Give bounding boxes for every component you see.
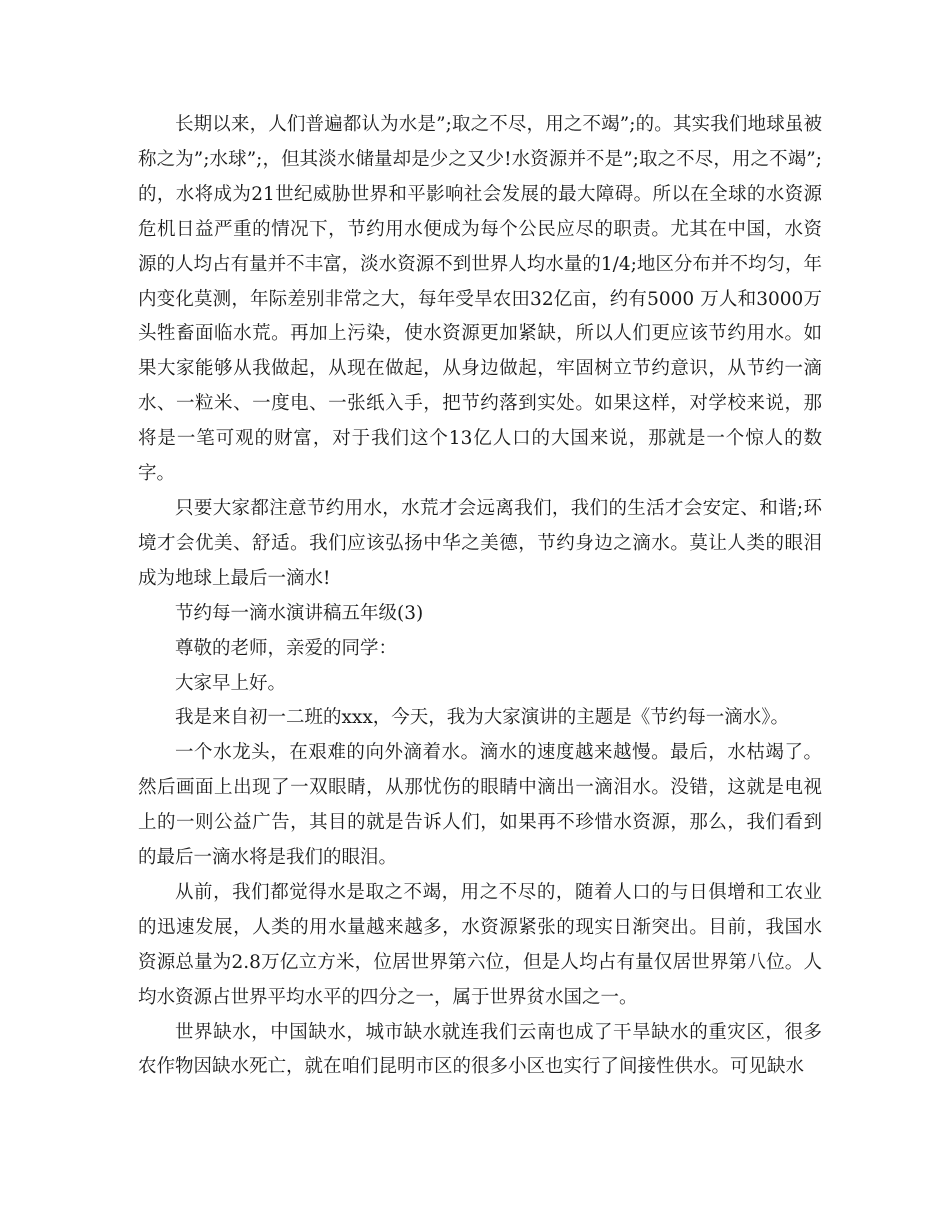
paragraph-water-statistics: 从前，我们都觉得水是取之不竭，用之不尽的，随着人口的与日俱增和工农业的迅速发展，人类的用水量越来越多，水资源紧张的现实日渐突出。目前，我国水资源总量为2.8万亿立方米，位居世界第六位，但是人均占有量仅居世界第八位。人均水资源占世界平均水平的四分之一，属于世界贫水国之一。 (138, 881, 822, 1008)
document-body (138, 108, 822, 1085)
paragraph-water-crisis: 长期以来，人们普遍都认为水是”;取之不尽，用之不竭”;的。其实我们地球虽被称之为”;水球”;，但其淡水储量却是少之又少!水资源并不是”;取之不尽，用之不竭”; 的，水将成为21世纪威胁世界和平影响社会发展的最大障碍。所以在全球的水资源危机日益严重的情况下，节约用水便成为每个公民应尽的职责。尤其在中国，水资源的人均占有量并不丰富，淡水资源不到世界人均水量的1/4;地区分布并不均匀，年内变化莫测，年际差别非常之大，每年受旱农田32亿亩，约有5000 万人和3000万头牲畜面临水荒。再加上污染，使水资源更加紧缺，所以人们更应该节约用水。如果大家能够从我做起，从现在做起，从身边做起，牢固树立节约意识，从节约一滴水、一粒米、一度电、一张纸入手，把节约落到实处。如果这样，对学校来说，那将是一笔可观的财富，对于我们这个13亿人口的大国来说，那就是一个惊人的数字。 (138, 114, 822, 485)
paragraph-public-ad: 一个水龙头，在艰难的向外滴着水。滴水的速度越来越慢。最后，水枯竭了。然后画面上出现了一双眼睛，从那忧伤的眼睛中滴出一滴泪水。没错，这就是电视上的一则公益广告，其目的就是告诉人们，如果再不珍惜水资源，那么，我们看到的最后一滴水将是我们的眼泪。 (138, 742, 822, 869)
speech-title: 节约每一滴水演讲稿五年级(3) (175, 602, 424, 624)
introduction: 我是来自初一二班的xxx，今天，我为大家演讲的主题是《节约每一滴水》。 (175, 707, 790, 729)
paragraph-call-to-action: 只要大家都注意节约用水，水荒才会远离我们，我们的生活才会安定、和谐;环境才会优美、舒适。我们应该弘扬中华之美德，节约身边之滴水。莫让人类的眼泪成为地球上最后一滴水! (138, 497, 822, 589)
paragraph-water-shortage: 世界缺水，中国缺水，城市缺水就连我们云南也成了干旱缺水的重灾区，很多农作物因缺水死亡，就在咱们昆明市区的很多小区也实行了间接性供水。可见缺水 (138, 1021, 822, 1078)
salutation: 尊敬的老师，亲爱的同学： (175, 637, 398, 659)
greeting: 大家早上好。 (175, 672, 287, 694)
